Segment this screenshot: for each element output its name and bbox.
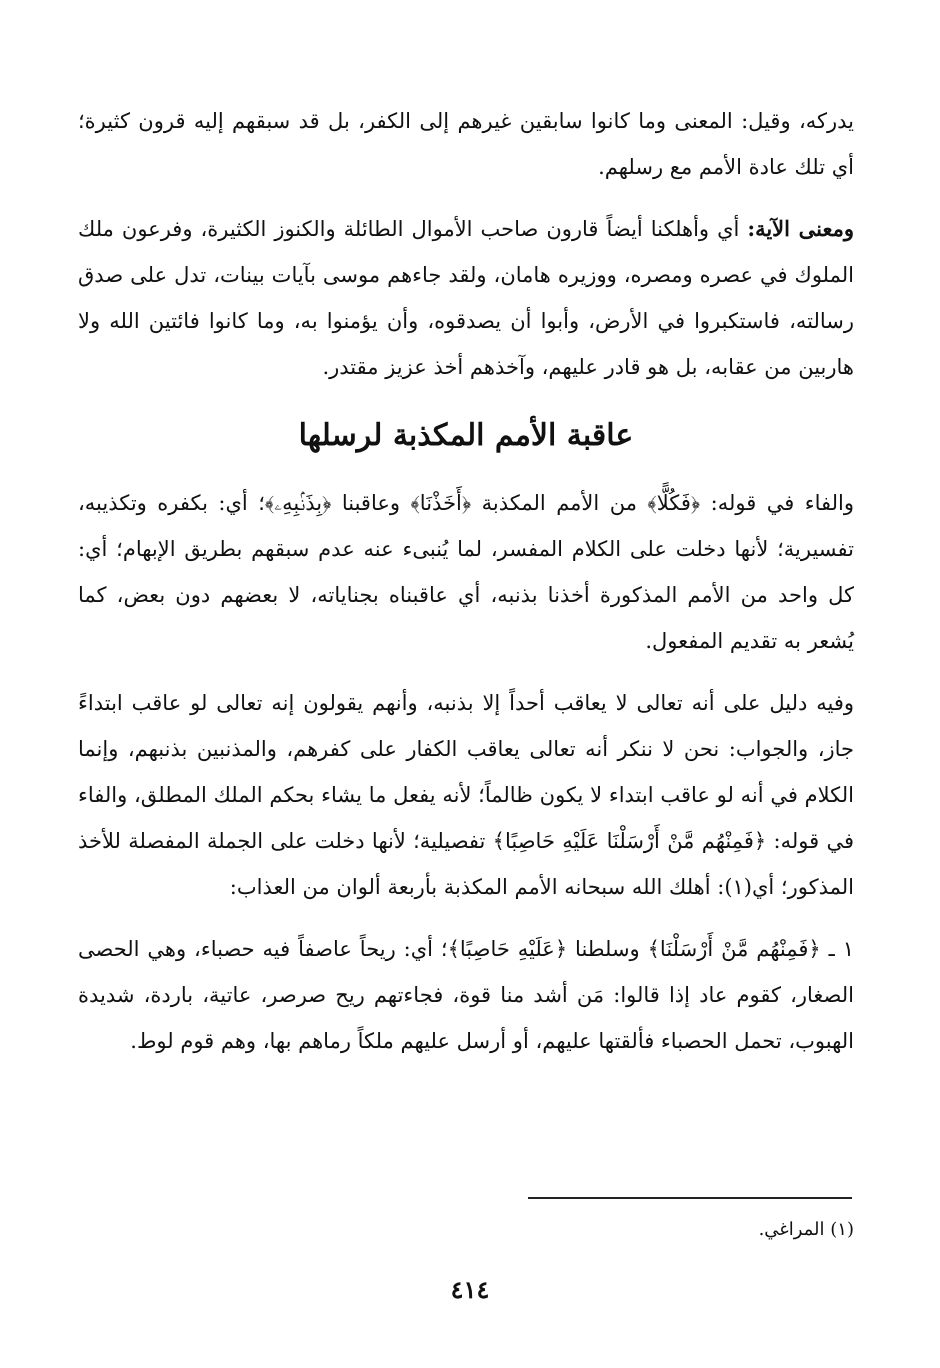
paragraph-1 [78,98,854,190]
section-heading: عاقبة الأمم المكذبة لرسلها [298,418,634,453]
paragraph-3 [78,480,854,664]
footnote: (١) المراغي. [758,1219,854,1240]
paragraph-2-lead: ومعنى الآية: [747,216,854,241]
paragraph-1-text: يدركه، وقيل: المعنى وما كانوا سابقين غيرهم إلى الكفر، بل قد سبقهم إليه قرون كثيرة؛ أي تلك عادة الأمم مع رسلهم. [78,109,854,179]
paragraph-5 [78,926,854,1064]
footnote-divider [528,1197,852,1199]
paragraph-2-text: أي وأهلكنا أيضاً قارون صاحب الأموال الطائلة والكنوز الكثيرة، وفرعون ملك الملوك في عصره ومصره، ووزيره هامان، ولقد جاءهم موسى بآيات بينات، تدل على صدق رسالته، فاستكبروا في الأرض، وأبوا أن يصدقوه، وأن يؤمنوا به، وما كانوا فائتين الله ولا هاربين من عقابه، بل هو قادر عليهم، وآخذهم أخذ عزيز مقتدر. [78,217,854,379]
paragraph-4-text: وفيه دليل على أنه تعالى لا يعاقب أحداً إلا بذنبه، وأنهم يقولون إنه تعالى لو عاقب ابتداءً جاز، والجواب: نحن لا ننكر أنه تعالى يعاقب الكفار على كفرهم، والمذنبين بذنبهم، وإنما الكلام في أنه لو عاقب ابتداء لا يكون ظالماً؛ لأنه يفعل ما يشاء بحكم الملك المطلق، والفاء في قوله: ﴿فَمِنْهُم مَّنْ أَرْسَلْنَا عَلَيْهِ حَاصِبًا﴾ تفصيلية؛ لأنها دخلت على الجملة المفصلة للأخذ المذكور؛ أي(١): أهلك الله سبحانه الأمم المكذبة بأربعة ألوان من العذاب: [78,691,854,899]
page-body [78,98,854,1080]
paragraph-3-text: والفاء في قوله: ﴿فَكُلًّا﴾ من الأمم المكذبة ﴿أَخَذْنَا﴾ وعاقبنا ﴿بِذَنۢبِهِۦ﴾؛ أي: بكفره وتكذيبه، تفسيرية؛ لأنها دخلت على الكلام المفسر، لما يُنبىء عنه عدم سبقهم بطريق الإبهام؛ أي: كل واحد من الأمم المذكورة أخذنا بذنبه، أي عاقبناه بجناياته، لا بعضهم دون بعض، كما يُشعر به تقديم المفعول. [78,491,854,653]
paragraph-2 [78,206,854,390]
paragraph-4 [78,680,854,910]
paragraph-5-text: ١ ـ ﴿فَمِنْهُم مَّنْ أَرْسَلْنَا﴾ وسلطنا ﴿عَلَيْهِ حَاصِبًا﴾؛ أي: ريحاً عاصفاً فيه حصباء، وهي الحصى الصغار، كقوم عاد إذا قالوا: مَن أشد منا قوة، فجاءتهم ريح صرصر، عاتية، باردة، شديدة الهبوب، تحمل الحصباء فألقتها عليهم، أو أرسل عليهم ملكاً رماهم بها، وهم قوم لوط. [78,937,854,1053]
page-number: ٤١٤ [450,1275,490,1304]
